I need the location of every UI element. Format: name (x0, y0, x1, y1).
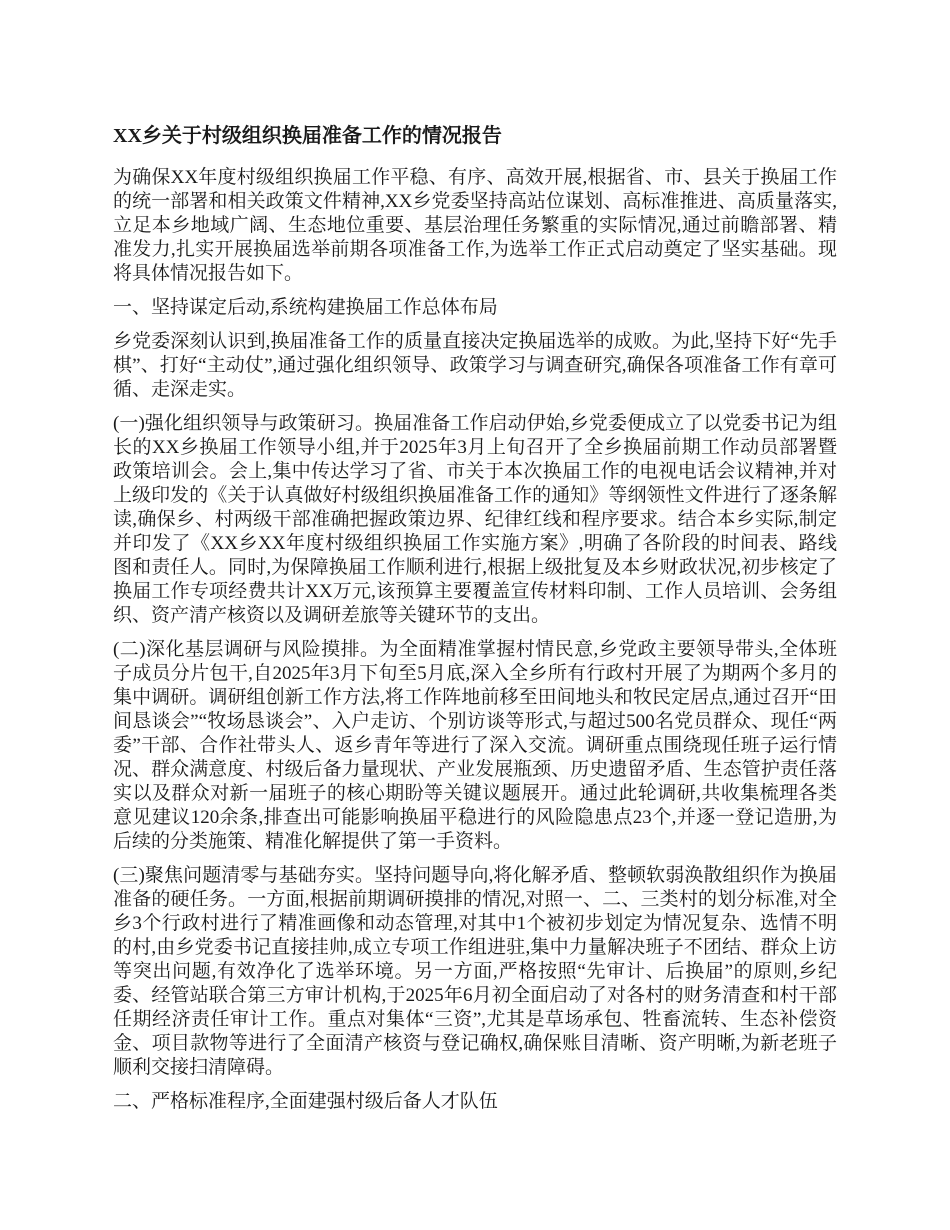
section-2-heading: 二、严格标准程序,全面建强村级后备人才队伍 (113, 1091, 498, 1112)
section-1-heading: 一、坚持谋定后动,系统构建换届工作总体布局 (113, 297, 498, 318)
section-1-item-3-paragraph: (三)聚焦问题清零与基础夯实。坚持问题导向,将化解矛盾、整顿软弱涣散组织作为换届准备的硬任务。一方面,根据前期调研摸排的情况,对照一、二、三类村的划分标准,对全乡3个行政村进行了精准画像和动态管理,对其中1个被初步划定为情况复杂、选情不明的村,由乡党委书记直接挂帅,成立专项工作组进驻,集中力量解决班子不团结、群众上访等突出问题,有效净化了选举环境。另一方面,严格按照“先审计、后换届”的原则,乡纪委、经管站联合第三方审计机构,于2025年6月初全面启动了对各村的财务清查和村干部任期经济责任审计工作。重点对集体“三资”,尤其是草场承包、牲畜流转、生态补偿资金、项目款物等进行了全面清产核资与登记确权,确保账目清晰、资产明晰,为新老班子顺利交接扫清障碍。 (113, 865, 837, 1078)
section-1-item-1-paragraph: (一)强化组织领导与政策研习。换届准备工作启动伊始,乡党委便成立了以党委书记为组长的XX乡换届工作领导小组,并于2025年3月上旬召开了全乡换届前期工作动员部署暨政策培训会。会上,集中传达学习了省、市关于本次换届工作的电视电话会议精神,并对上级印发的《关于认真做好村级组织换届准备工作的通知》等纲领性文件进行了逐条解读,确保乡、村两级干部准确把握政策边界、纪律红线和程序要求。结合本乡实际,制定并印发了《XX乡XX年度村级组织换届工作实施方案》,明确了各阶段的时间表、路线图和责任人。同时,为保障换届工作顺利进行,根据上级批复及本乡财政状况,初步核定了换届工作专项经费共计XX万元,该预算主要覆盖宣传材料印制、工作人员培训、会务组织、资产清产核资以及调研差旅等关键环节的支出。 (113, 413, 837, 626)
section-1-item-2-paragraph: (二)深化基层调研与风险摸排。为全面精准掌握村情民意,乡党政主要领导带头,全体班子成员分片包干,自2025年3月下旬至5月底,深入全乡所有行政村开展了为期两个多月的集中调研。调研组创新工作方法,将工作阵地前移至田间地头和牧民定居点,通过召开“田间恳谈会”“牧场恳谈会”、入户走访、个别访谈等形式,与超过500名党员群众、现任“两委”干部、合作社带头人、返乡青年等进行了深入交流。调研重点围绕现任班子运行情况、群众满意度、村级后备力量现状、产业发展瓶颈、历史遗留矛盾、生态管护责任落实以及群众对新一届班子的核心期盼等关键议题展开。通过此轮调研,共收集梳理各类意见建议120余条,排查出可能影响换届平稳进行的风险隐患点23个,并逐一登记造册,为后续的分类施策、精准化解提供了第一手资料。 (113, 639, 837, 852)
section-1-overview-paragraph: 乡党委深刻认识到,换届准备工作的质量直接决定换届选举的成败。为此,坚持下好“先手棋”、打好“主动仗”,通过强化组织领导、政策学习与调查研究,确保各项准备工作有章可循、走深走实。 (113, 331, 837, 400)
report-title: XX乡关于村级组织换届准备工作的情况报告 (113, 125, 502, 147)
intro-paragraph: 为确保XX年度村级组织换届工作平稳、有序、高效开展,根据省、市、县关于换届工作的统一部署和相关政策文件精神,XX乡党委坚持高站位谋划、高标准推进、高质量落实,立足本乡地域广阔、生态地位重要、基层治理任务繁重的实际情况,通过前瞻部署、精准发力,扎实开展换届选举前期各项准备工作,为选举工作正式启动奠定了坚实基础。现将具体情况报告如下。 (113, 167, 837, 284)
